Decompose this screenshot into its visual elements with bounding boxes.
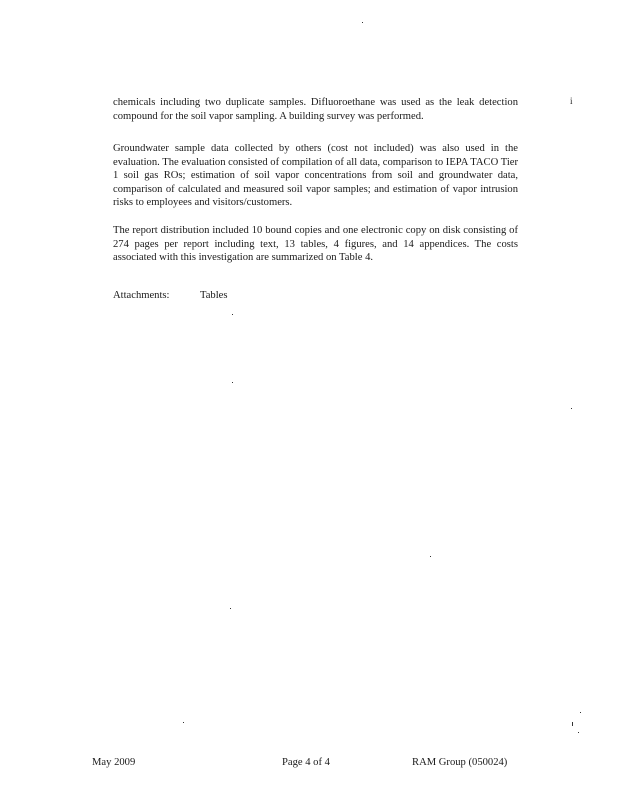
scan-speck — [572, 722, 573, 726]
footer-date: May 2009 — [92, 757, 136, 768]
margin-mark: i — [570, 96, 573, 106]
scan-speck — [578, 732, 579, 733]
scan-speck — [571, 408, 572, 409]
footer-page-number: Page 4 of 4 — [282, 757, 330, 768]
paragraph-report-distribution: The report distribution included 10 bound copies and one electronic copy on disk consisting of 274 pages per report including text, 13 tables, 4 figures, and 14 appendices. The costs associated with this investigation are summarized on Table 4. — [113, 225, 518, 263]
scan-speck — [362, 22, 363, 23]
scan-speck — [232, 382, 233, 383]
scan-speck — [183, 722, 184, 723]
attachments-label: Attachments: — [113, 290, 170, 301]
scan-speck — [230, 608, 231, 609]
scan-speck — [430, 556, 431, 557]
paragraph-evaluation: Groundwater sample data collected by others (cost not included) was also used in the evaluation. The evaluation consisted of compilation of all data, comparison to IEPA TACO Tier 1 soil gas ROs; estimation of soil vapor concentrations from soil and groundwater data, comparison of calculated and measured soil vapor samples; and estimation of vapor intrusion risks to employees and visitors/customers. — [113, 143, 518, 208]
paragraph-sampling: chemicals including two duplicate samples. Difluoroethane was used as the leak detection compound for the soil vapor sampling. A building survey was performed. — [113, 97, 518, 122]
footer-company: RAM Group (050024) — [412, 757, 508, 768]
scan-speck — [232, 314, 233, 315]
attachments-line — [113, 289, 228, 303]
attachments-value: Tables — [200, 290, 228, 301]
scan-speck — [580, 712, 581, 713]
